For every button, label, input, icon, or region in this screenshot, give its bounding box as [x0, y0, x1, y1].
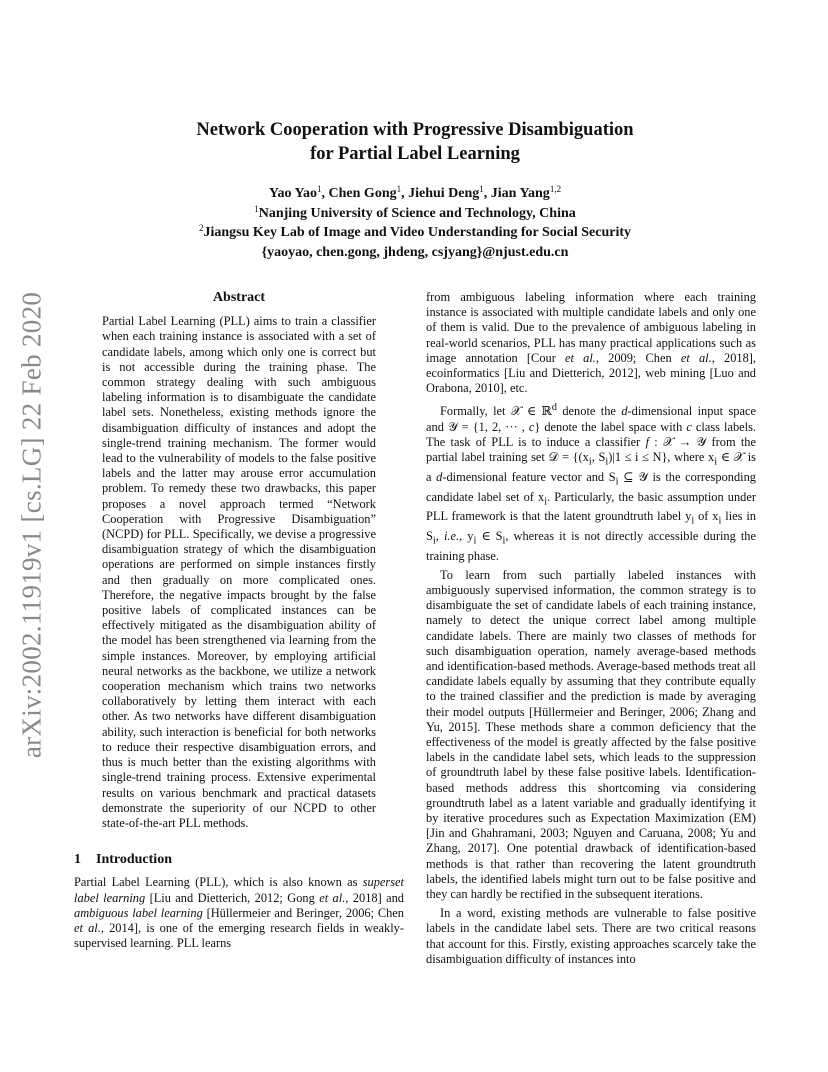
author-4: Jian Yang [490, 186, 550, 201]
paper-title [100, 118, 730, 166]
right-column [426, 290, 756, 967]
section-title-text: Introduction [96, 852, 172, 868]
author-4-affil: 1,2 [549, 184, 562, 194]
affil-2-mark: 2 [198, 223, 204, 233]
affil-1-mark: 1 [254, 203, 259, 214]
intro-paragraph-formal: Formally, let 𝒳 ∈ ℝ$^d$ denote the d-dimensional input space and 𝒴 = {1, 2, ··· , c} denote the label space with c class labels. The task of PLL is to induce a classifier f : 𝒳 → 𝒴 from the partial label training set 𝒟 = {($x_i$, $S_i)|1 \le i \le N$}, where $x_i$ ∈ 𝒳 is a d-dimensional feature vector and $S_i$ ⊆ 𝒴 is the corresponding candidate label set of $x_i$. Particularly, the basic assumption under PLL framework is that the latent groundtruth label $y_i$ of $x_i$ lies in $S_i$, i.e., $y_i$ ∈ $S_i$, whereas it is not directly accessible during the training phase. [426, 402, 757, 563]
author-3: Jiehui Deng [408, 186, 480, 201]
affiliation-1 [100, 204, 730, 224]
abstract-text: Partial Label Learning (PLL) aims to train a classifier when each training instance is associated with a set of candidate labels, among which only one is correct but is not accessible during the training phase. The common strategy dealing with such ambiguous labeling information is to disambiguate the candidate label sets. Nonetheless, existing methods ignore the disambiguation difficulty of instances and adopt the single-trend training mechanism. The former would lead to the vulnerability of models to the false positive labels and the latter may arouse error accumulation problem. To remedy these two drawbacks, this paper proposes a novel approach termed “Network Cooperation with Progressive Disambiguation” (NCPD) for PLL. Specifically, we devise a progressive disambiguation strategy of which the disambiguation operations are performed on simple instances firstly and then gradually on more complicated ones. Therefore, the negative impacts brought by the false positive labels of complicated instances can be effectively mitigated as the disambiguation ability of the model has been strengthened via learning from the simple instances. Moreover, by employing artificial neural networks as the backbone, we utilize a network cooperation mechanism which trains two networks collaboratively by letting them interact with each other. As two networks have different disambiguation ability, such interaction is beneficial for both networks to reduce their respective disambiguation errors, and thus is much better than the existing algorithms with single-trend training process. Extensive experimental results on various benchmark and practical datasets demonstrate the superiority of our NCPD to other state-of-the-art PLL methods. [102, 314, 376, 830]
author-sep: , [321, 186, 329, 201]
author-2-affil: 1 [396, 184, 402, 194]
title-line-1: Network Cooperation with Progressive Disambiguation [196, 120, 634, 140]
author-block [100, 184, 730, 262]
author-sep: , [401, 186, 409, 201]
affiliation-2 [100, 223, 730, 243]
author-emails: {yaoyao, chen.gong, jhdeng, csjyang}@njust.edu.cn [261, 244, 569, 260]
author-names [100, 184, 730, 204]
left-column [74, 290, 404, 951]
author-1: Yao Yao [268, 186, 318, 201]
intro-paragraph-methods: To learn from such partially labeled instances with ambiguously supervised information, the common strategy is to disambiguate the set of candidate labels of each training instance, namely to detect the unique correct label among multiple candidate labels. There are mainly two classes of methods for such disambiguation operation, namely average-based methods and identification-based methods. Average-based methods treat all candidate labels equally by assuming that they contribute equally to the trained classifier and the prediction is made by averaging their model outputs [Hüllermeier and Beringer, 2006; Zhang and Yu, 2015]. These methods share a common deficiency that the effectiveness of the model is greatly affected by the false positive labels in the candidate label sets, which leads to the suppression of groundtruth label by these false positive labels. Identification-based methods address this shortcoming via considering groundtruth label as a latent variable and gradually identifying it by iterative procedures such as Expectation Maximization (EM) [Jin and Ghahramani, 2003; Nguyen and Caruana, 2008; Yu and Zhang, 2017]. One potential drawback of identification-based methods is that rather than recovering the latent groundtruth labels, the identified labels might turn out to be false positive and they can hardly be rectified in the subsequent iterations. [426, 567, 756, 901]
section-heading-introduction [74, 852, 404, 867]
abstract-heading: Abstract [212, 290, 266, 305]
intro-paragraph-2: from ambiguous labeling information where each training instance is associated with multiple candidate labels and only one of them is valid. Due to the prevalence of ambiguous labeling in real-world scenarios, PLL has many practical applications such as image annotation [Cour et al., 2009; Chen et al., 2018], ecoinformatics [Liu and Dietterich, 2012], web mining [Luo and Orabona, 2010], etc. [426, 290, 757, 396]
author-sep: , [483, 186, 491, 201]
arxiv-watermark [10, 290, 54, 760]
author-1-affil: 1 [317, 184, 322, 194]
arxiv-id: arXiv:2002.11919v1 [cs.LG] 22 Feb 2020 [16, 291, 47, 759]
section-number: 1 [74, 852, 81, 868]
intro-paragraph-1: Partial Label Learning (PLL), which is also known as superset label learning [Liu and Dietterich, 2012; Gong et al., 2018] and ambiguous label learning [Hüllermeier and Beringer, 2006; Chen et al., 2014], is one of the emerging research fields in weakly-supervised learning. PLL learns [74, 875, 404, 951]
affil-2-text: Jiangsu Key Lab of Image and Video Understanding for Social Security [203, 225, 632, 240]
title-line-2: for Partial Label Learning [310, 144, 520, 164]
author-3-affil: 1 [479, 184, 484, 194]
intro-paragraph-drawbacks: In a word, existing methods are vulnerable to false positive labels in the candidate label sets. There are two critical reasons that account for this. Firstly, existing approaches scarcely take the disambiguation difficulty of instances into [426, 906, 756, 966]
affil-1-text: Nanjing University of Science and Technology, China [258, 205, 576, 221]
author-2: Chen Gong [328, 186, 397, 201]
